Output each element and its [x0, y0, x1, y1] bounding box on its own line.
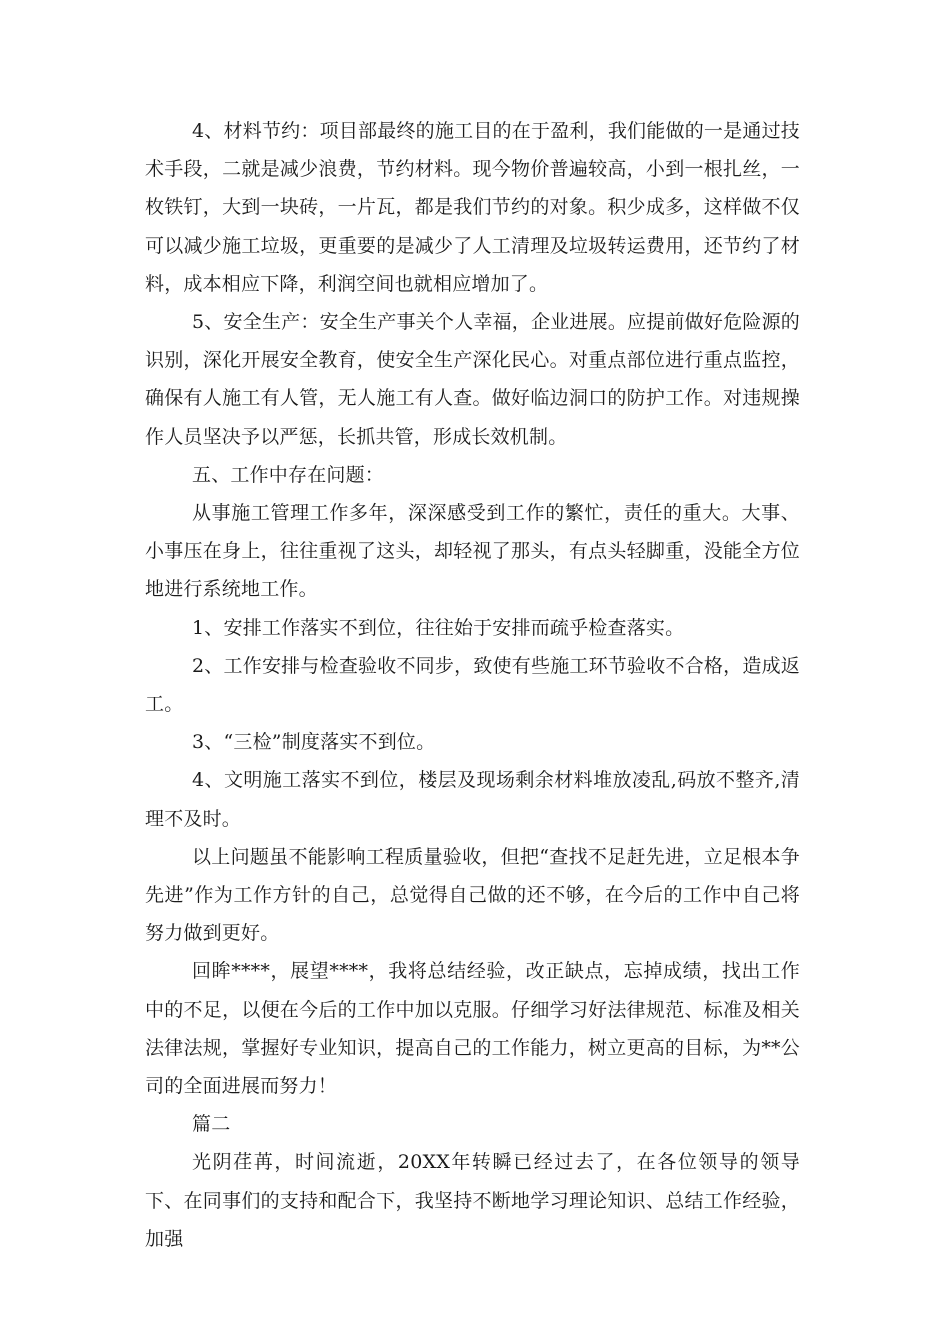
paragraph-part-two-intro: 光阴荏苒，时间流逝，20XX年转瞬已经过去了，在各位领导的领导下、在同事们的支持和配合下，我坚持不断地学习理论知识、总结工作经验，加强 — [145, 1151, 800, 1250]
list-item-problem-2: 2、工作安排与检查验收不同步，致使有些施工环节验收不合格，造成返工。 — [145, 654, 800, 716]
list-item-problem-1: 1、安排工作落实不到位，往往始于安排而疏乎检查落实。 — [192, 616, 685, 639]
section-heading-problems: 五、工作中存在问题： — [192, 463, 385, 486]
paragraph-material-saving: 4、材料节约：项目部最终的施工目的在于盈利，我们能做的一是通过技术手段，二就是减少浪费，节约材料。现今物价普遍较高，小到一根扎丝，一枚铁钉，大到一块砖，一片瓦，都是我们节约的对象。积少成多，这样做不仅可以减少施工垃圾，更重要的是减少了人工清理及垃圾转运费用，还节约了材料，成本相应下降，利润空间也就相应增加了。 — [145, 120, 800, 295]
paragraph-outlook: 回眸****，展望****，我将总结经验，改正缺点，忘掉成绩，找出工作中的不足，以便在今后的工作中加以克服。仔细学习好法律规范、标准及相关法律法规，掌握好专业知识，提高自己的工作能力，树立更高的目标，为**公司的全面进展而努力！ — [145, 960, 800, 1098]
section-heading-part-two: 篇二 — [192, 1113, 231, 1136]
document-body — [145, 112, 800, 1258]
paragraph-problems-summary: 以上问题虽不能影响工程质量验收，但把“查找不足赶先进，立足根本争先进”作为工作方针的自己，总觉得自己做的还不够，在今后的工作中自己将努力做到更好。 — [145, 845, 800, 945]
list-item-problem-3: 3、“三检”制度落实不到位。 — [192, 731, 436, 754]
paragraph-problems-intro: 从事施工管理工作多年，深深感受到工作的繁忙，责任的重大。大事、小事压在身上，往往重视了这头，却轻视了那头，有点头轻脚重，没能全方位地进行系统地工作。 — [145, 502, 800, 601]
list-item-problem-4: 4、文明施工落实不到位，楼层及现场剩余材料堆放凌乱,码放不整齐,清理不及时。 — [145, 769, 800, 830]
paragraph-safety-production: 5、安全生产：安全生产事关个人幸福，企业进展。应提前做好危险源的识别，深化开展安全教育，使安全生产深化民心。对重点部位进行重点监控，确保有人施工有人管，无人施工有人查。做好临边洞口的防护工作。对违规操作人员坚决予以严惩，长抓共管，形成长效机制。 — [145, 311, 800, 448]
